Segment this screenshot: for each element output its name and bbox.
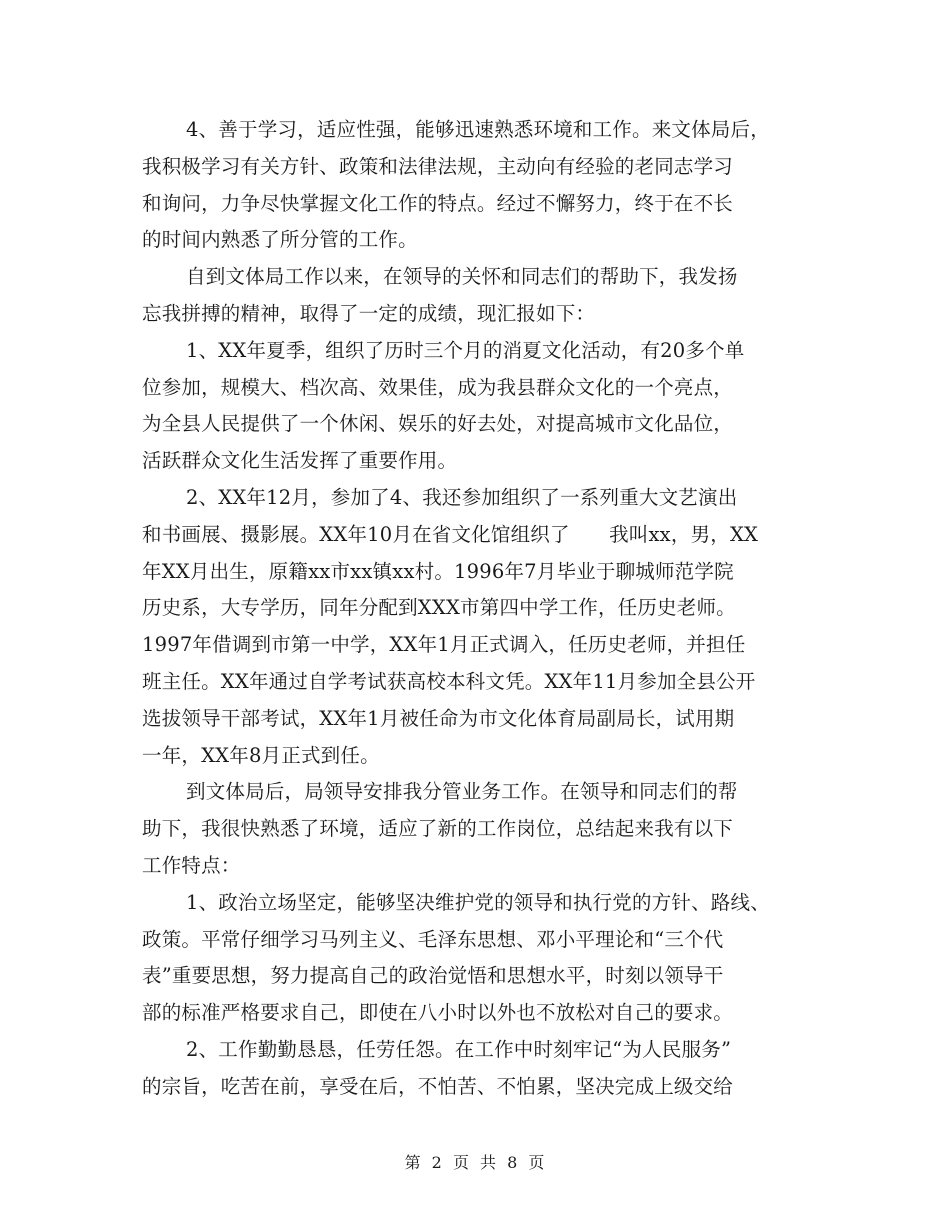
text-line: 选拔领导干部考试，XX年1月被任命为市文化体育局副局长，试用期: [142, 706, 735, 730]
text-line: 工作特点：: [142, 853, 241, 877]
text-line: 自到文体局工作以来，在领导的关怀和同志们的帮助下，我发扬: [186, 265, 738, 289]
document-body: [142, 112, 822, 1106]
text-line: 和书画展、摄影展。XX年10月在省文化馆组织了 我叫xx，男，XX: [142, 522, 759, 546]
text-line: 2、工作勤勤恳恳，任劳任怨。在工作中时刻牢记“为人民服务”: [186, 1037, 732, 1061]
text-line: 为全县人民提供了一个休闲、娱乐的好去处，对提高城市文化品位，: [142, 412, 734, 436]
text-line: 的宗旨，吃苦在前，享受在后，不怕苦、不怕累，坚决完成上级交给: [142, 1074, 734, 1098]
text-line: 年XX月出生，原籍xx市xx镇xx村。1996年7月毕业于聊城师范学院: [142, 559, 734, 583]
text-line: 1997年借调到市第一中学，XX年1月正式调入，任历史老师，并担任: [142, 633, 746, 657]
text-line: 班主任。XX年通过自学考试获高校本科文凭。XX年11月参加全县公开: [142, 669, 756, 693]
text-line: 位参加，规模大、档次高、效果佳，成为我县群众文化的一个亮点，: [142, 375, 734, 399]
text-line: 到文体局后，局领导安排我分管业务工作。在领导和同志们的帮: [186, 780, 738, 804]
text-line: 一年，XX年8月正式到任。: [142, 743, 380, 767]
text-line: 4、善于学习，适应性强，能够迅速熟悉环境和工作。来文体局后，: [186, 118, 770, 141]
page-number-footer: 第 2 页 共 8 页: [404, 1153, 546, 1172]
text-line: 助下，我很快熟悉了环境，适应了新的工作岗位，总结起来我有以下: [142, 817, 734, 841]
text-line: 1、XX年夏季，组织了历时三个月的消夏文化活动，有20多个单: [186, 338, 745, 362]
text-line: 活跃群众文化生活发挥了重要作用。: [142, 449, 458, 473]
text-line: 2、XX年12月，参加了4、我还参加组织了一系列重大文艺演出: [186, 485, 738, 509]
text-line: 我积极学习有关方针、政策和法律法规，主动向有经验的老同志学习: [142, 154, 734, 178]
text-line: 历史系，大专学历，同年分配到XXX市第四中学工作，任历史老师。: [142, 596, 736, 620]
text-line: 1、政治立场坚定，能够坚决维护党的领导和执行党的方针、路线、: [186, 890, 770, 914]
text-line: 的时间内熟悉了所分管的工作。: [142, 228, 418, 252]
text-line: 忘我拼搏的精神，取得了一定的成绩，现汇报如下：: [142, 301, 596, 325]
text-line: 部的标准严格要求自己，即使在八小时以外也不放松对自己的要求。: [142, 1001, 734, 1025]
text-line: 政策。平常仔细学习马列主义、毛泽东思想、邓小平理论和“三个代: [142, 927, 724, 951]
text-line: 表”重要思想，努力提高自己的政治觉悟和思想水平，时刻以领导干: [142, 964, 724, 988]
text-line: 和询问，力争尽快掌握文化工作的特点。经过不懈努力，终于在不长: [142, 191, 734, 215]
